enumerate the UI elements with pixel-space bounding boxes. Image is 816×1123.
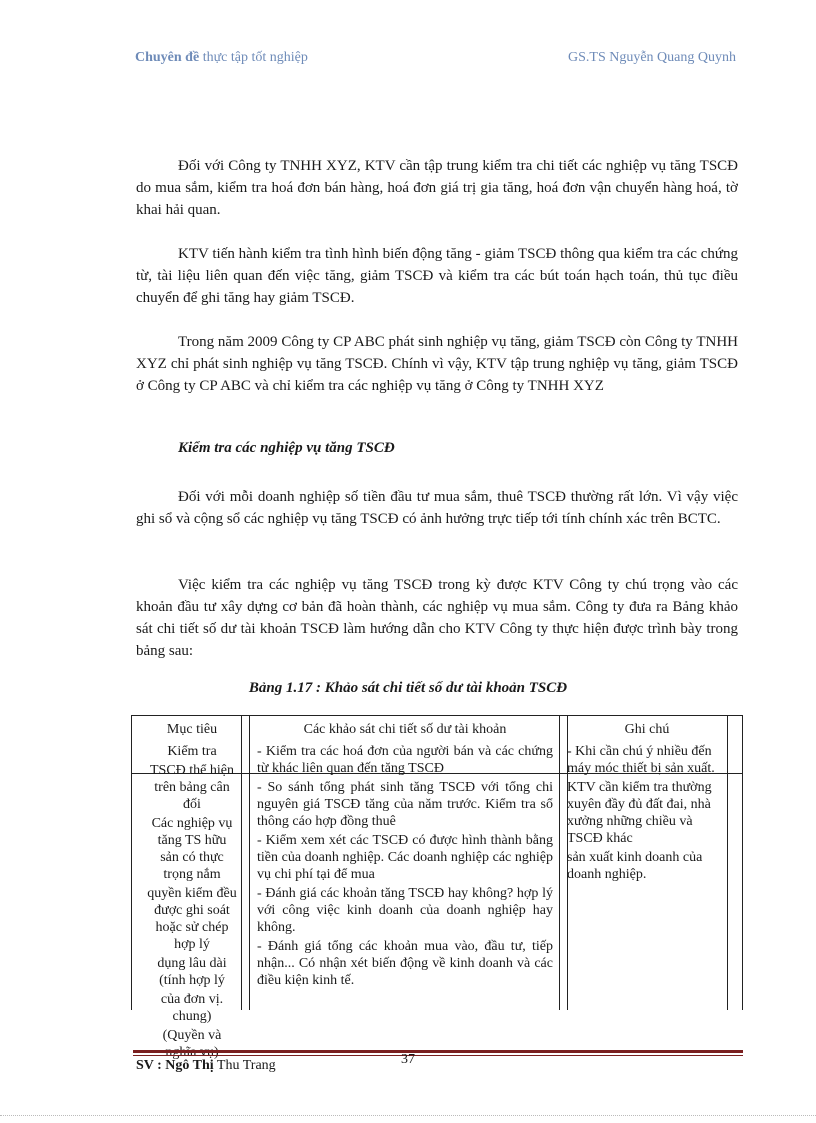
paragraph-1: Đối với Công ty TNHH XYZ, KTV cần tập trung kiểm tra chi tiết các nghiệp vụ tăng TSCĐ do mua sắm, kiểm tra hoá đơn bán hàng, hoá đơn giá trị gia tăng, hoá đơn vận chuyển hàng hoá, tờ khai hải quan. — [136, 158, 738, 218]
table-header-objective: Mục tiêu — [166, 722, 218, 737]
header-title-rest: thực tập tốt nghiệp — [199, 50, 308, 65]
objective-line: Kiểm tra — [167, 744, 217, 759]
procedure-item: - Kiểm xem xét các TSCĐ có được hình thành bằng tiền của doanh nghiệp. Các doanh nghiệp các nghiệp vụ chi phí tại để mua — [257, 833, 553, 882]
table-caption: Bảng 1.17 : Khảo sát chi tiết số dư tài khoản TSCĐ — [248, 680, 568, 696]
paragraph-3: Trong năm 2009 Công ty CP ABC phát sinh nghiệp vụ tăng, giảm TSCĐ còn Công ty TNHH XYZ chỉ phát sinh nghiệp vụ tăng TSCĐ. Chính vì vậy, KTV tập trung nghiệp vụ tăng, giảm TSCĐ ở Công ty CP ABC và chỉ kiểm tra các nghiệp vụ tăng ở Công ty TNHH XYZ — [136, 334, 738, 394]
footer-student-bold: SV : Ngô Thị — [136, 1058, 214, 1073]
procedure-item: - So sánh tổng phát sinh tăng TSCĐ với tổng chi nguyên giá TSCĐ tăng của năm trước. Kiểm tra sổ thông cáo hợp đồng thuê — [257, 780, 553, 829]
page-number: 37 — [401, 1052, 415, 1067]
page-bottom-border — [0, 1115, 816, 1116]
procedure-item: - Đánh giá tổng các khoản mua vào, đầu tư, tiếp nhận... Có nhận xét biến động về kinh doanh và các điều kiện kinh tế. — [257, 939, 553, 988]
table-header-notes: Ghi chú — [624, 722, 670, 737]
procedure-item: - Đánh giá các khoản tăng TSCĐ hay không? hợp lý với công việc kinh doanh của doanh nghiệp hay không. — [257, 886, 553, 935]
footer-student-rest: Thu Trang — [213, 1058, 276, 1073]
footer-student — [136, 1058, 276, 1074]
objective-line: TSCĐ thể hiện trên bảng cân đối — [150, 763, 234, 812]
header-title-bold: Chuyên đề — [135, 50, 200, 65]
objective-line: dụng lâu dài (tính hợp lý — [157, 956, 227, 988]
table-header-procedures: Các khảo sát chi tiết số dư tài khoản — [303, 722, 507, 737]
section-heading: Kiểm tra các nghiệp vụ tăng TSCĐ — [178, 440, 395, 456]
note-item: KTV cần kiểm tra thường xuyên đầy đủ đất đai, nhà xưởng những chiều và TSCĐ khác — [567, 780, 712, 846]
note-item: sản xuất kinh doanh của doanh nghiệp. — [567, 850, 703, 882]
header-title — [135, 50, 308, 66]
objective-line: Các nghiệp vụ tăng TS hữu sản có thực trọng nắm — [151, 816, 233, 882]
procedure-item: - Kiểm tra các hoá đơn của người bán và các chứng từ khác liên quan đến tăng TSCĐ — [257, 744, 553, 776]
objective-line: quyền kiểm đều được ghi soát hoặc sử chép hợp lý — [147, 886, 237, 952]
page-header — [135, 50, 736, 70]
objective-line: của đơn vị. chung) — [160, 992, 224, 1024]
paragraph-2: KTV tiến hành kiểm tra tình hình biến động tăng - giảm TSCĐ thông qua kiểm tra các chứng từ, tài liệu liên quan đến việc tăng, giảm TSCĐ và kiểm tra các bút toán hạch toán, thủ tục điều chuyển để ghi tăng hay giảm TSCĐ. — [136, 246, 738, 306]
table-col-objective — [147, 743, 237, 1063]
paragraph-4: Đối với mỗi doanh nghiệp số tiền đầu tư mua sắm, thuê TSCĐ thường rất lớn. Vì vậy việc ghi sổ và cộng sổ các nghiệp vụ tăng TSCĐ có ảnh hưởng trực tiếp tới tính chính xác trên BCTC. — [136, 489, 738, 527]
objective-line: (Quyền và nghĩa vụ) — [162, 1028, 222, 1060]
header-author: GS.TS Nguyễn Quang Quynh — [568, 50, 736, 65]
table-col-notes — [567, 743, 727, 885]
table-col-procedures — [257, 743, 553, 991]
note-item: - Khi cần chú ý nhiều đến máy móc thiết bị sản xuất. — [567, 744, 715, 776]
paragraph-5: Việc kiểm tra các nghiệp vụ tăng TSCĐ trong kỳ được KTV Công ty chú trọng vào các khoản đầu tư xây dựng cơ bản đã hoàn thành, các nghiệp vụ mua sắm. Công ty đưa ra Bảng khảo sát chi tiết số dư tài khoản TSCĐ làm hướng dẫn cho KTV Công ty thực hiện được trình bày trong bảng sau: — [136, 577, 738, 659]
